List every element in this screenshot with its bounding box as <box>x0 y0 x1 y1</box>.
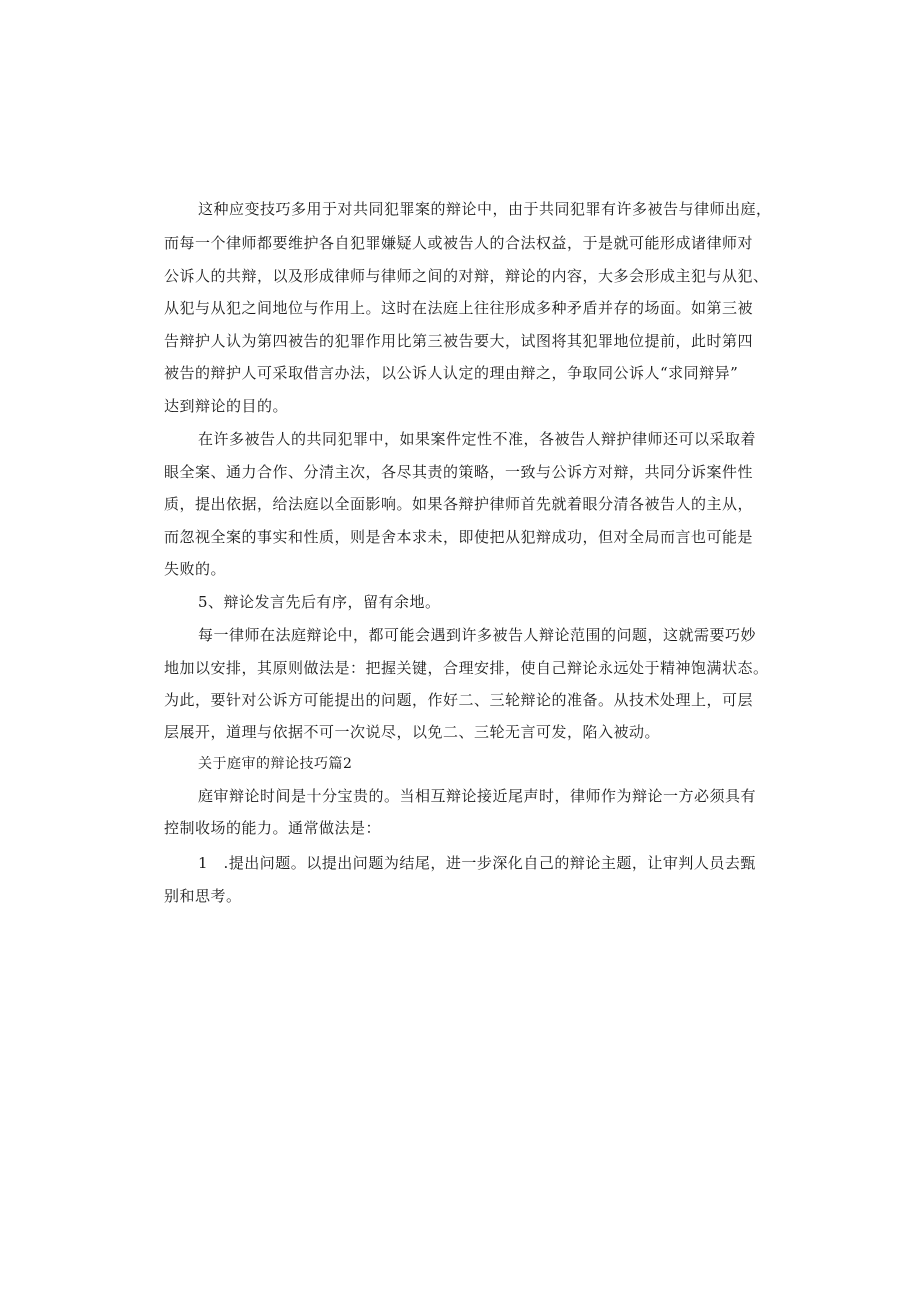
paragraph-7-line-2: 别和思考。 <box>164 887 242 905</box>
paragraph-6-line-2: 控制收场的能力。通常做法是： <box>164 819 382 837</box>
paragraph-6-line-1: 庭审辩论时间是十分宝贵的。当相互辩论接近尾声时，律师作为辩论一方必须具有 <box>198 787 757 805</box>
paragraph-1-line-7: 达到辩论的目的。 <box>164 397 289 415</box>
paragraph-4-line-4: 层展开，道理与依据不可一次说尽，以免二、三轮无言可发，陷入被动。 <box>164 723 661 741</box>
paragraph-1-line-3: 公诉人的共辩，以及形成律师与律师之间的对辩，辩论的内容，大多会形成主犯与从犯、 <box>164 267 769 285</box>
paragraph-4-line-3: 为此，要针对公诉方可能提出的问题，作好二、三轮辩论的准备。从技术处理上，可层 <box>164 691 754 709</box>
paragraph-2-line-4: 而忽视全案的事实和性质，则是舍本求未，即使把从犯辩成功，但对全局而言也可能是 <box>164 528 754 546</box>
paragraph-2-line-3: 质，提出依据，给法庭以全面影响。如果各辩护律师首先就着眼分清各被告人的主从， <box>164 495 754 513</box>
article-title-part-2: 关于庭审的辩论技巧篇2 <box>198 756 353 772</box>
paragraph-2-line-2: 眼全案、通力合作、分清主次，各尽其责的策略，一致与公诉方对辩，共同分诉案件性 <box>164 463 754 481</box>
paragraph-1-line-1: 这种应变技巧多用于对共同犯罪案的辩论中，由于共同犯罪有许多被告与律师出庭， <box>198 200 772 218</box>
paragraph-4-line-2: 地加以安排，其原则做法是：把握关键，合理安排，使自己辩论永远处于精神饱满状态。 <box>164 659 769 677</box>
paragraph-2-line-5: 失败的。 <box>164 560 227 578</box>
paragraph-1-line-2: 而每一个律师都要维护各自犯罪嫌疑人或被告人的合法权益，于是就可能形成诸律师对 <box>164 234 754 252</box>
paragraph-7-line-1: 1 .提出问题。以提出问题为结尾，进一步深化自己的辩论主题，让审判人员去甄 <box>198 854 756 872</box>
section-heading-5: 5、辩论发言先后有序，留有余地。 <box>198 593 441 611</box>
paragraph-1-line-5: 告辩护人认为第四被告的犯罪作用比第三被告要大，试图将其犯罪地位提前，此时第四 <box>164 332 754 350</box>
paragraph-1-line-4: 从犯与从犯之间地位与作用上。这时在法庭上往往形成多种矛盾并存的场面。如第三被 <box>164 299 754 317</box>
paragraph-4-line-1: 每一律师在法庭辩论中，都可能会遇到许多被告人辩论范围的问题，这就需要巧妙 <box>198 626 757 644</box>
paragraph-1-line-6: 被告的辩护人可采取借言办法，以公诉人认定的理由辩之，争取同公诉人“求同辩异” <box>164 364 739 382</box>
paragraph-2-line-1: 在许多被告人的共同犯罪中，如果案件定性不准，各被告人辩护律师还可以采取着 <box>198 430 757 448</box>
